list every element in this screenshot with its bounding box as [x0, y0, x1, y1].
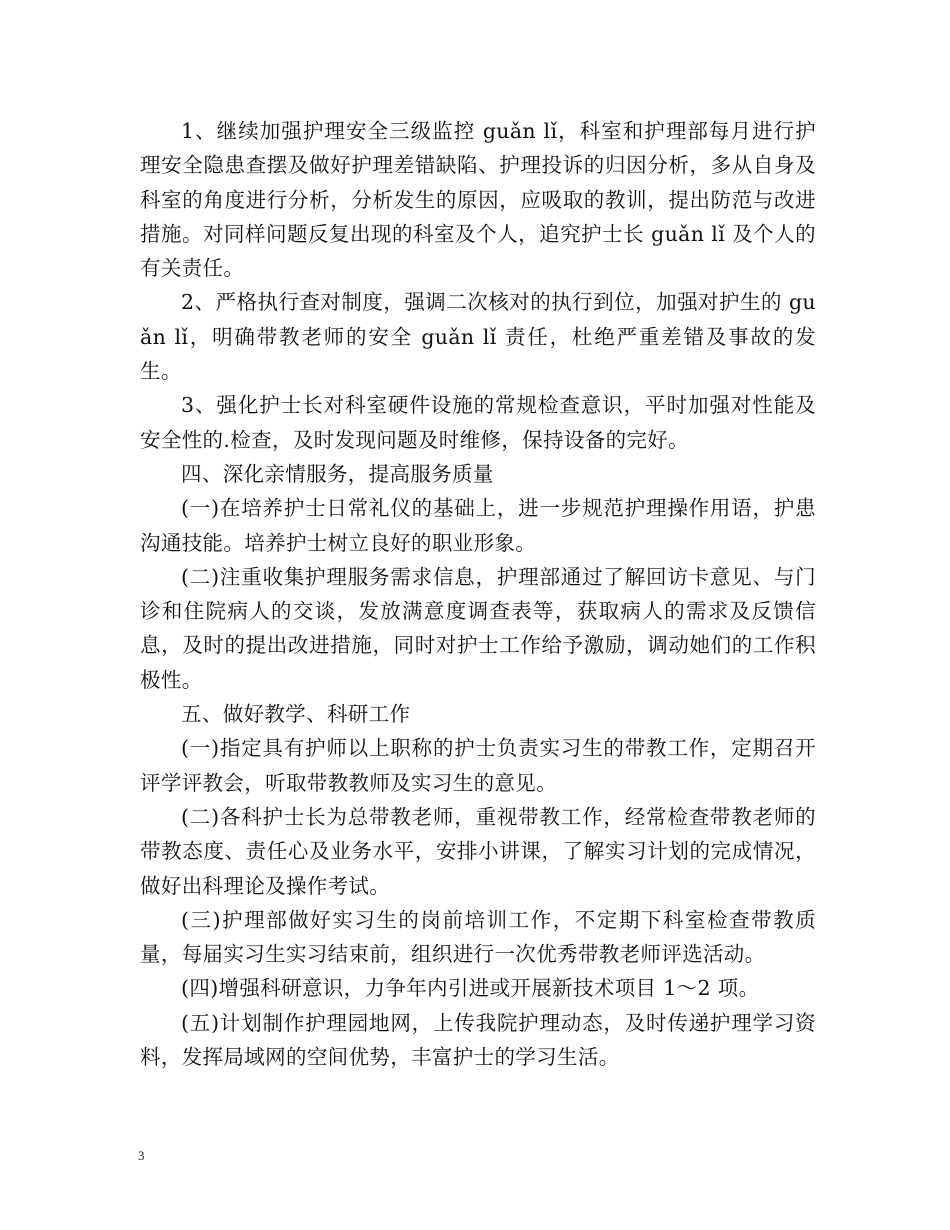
- paragraph-verification-system: 2、严格执行查对制度，强调二次核对的执行到位，加强对护生的 guǎn lǐ，明确带教老师的安全 guǎn lǐ 责任，杜绝严重差错及事故的发生。: [140, 290, 816, 384]
- paragraph-etiquette: (一)在培养护士日常礼仪的基础上，进一步规范护理操作用语，护患沟通技能。培养护士树立良好的职业形象。: [140, 496, 816, 555]
- paragraph-safety-monitoring: 1、继续加强护理安全三级监控 guǎn lǐ，科室和护理部每月进行护理安全隐患查摆及做好护理差错缺陷、护理投诉的归因分析，多从自身及科室的角度进行分析，分析发生的原因，应吸取的教训，提出防范与改进措施。对同样问题反复出现的科室及个人，追究护士长 guǎn lǐ 及个人的有关责任。: [140, 119, 816, 281]
- paragraph-head-nurse-teaching: (二)各科护士长为总带教老师，重视带教工作，经常检查带教老师的带教态度、责任心及业务水平，安排小讲课，了解实习计划的完成情况，做好出科理论及操作考试。: [140, 804, 816, 898]
- section-heading-service: 四、深化亲情服务，提高服务质量: [181, 461, 494, 486]
- paragraph-service-feedback: (二)注重收集护理服务需求信息，护理部通过了解回访卡意见、与门诊和住院病人的交谈，发放满意度调查表等，获取病人的需求及反馈信息，及时的提出改进措施，同时对护士工作给予激励，调动她们的工作积极性。: [140, 564, 816, 692]
- paragraph-hardware-inspection: 3、强化护士长对科室硬件设施的常规检查意识，平时加强对性能及安全性的.检查，及时发现问题及时维修，保持设备的完好。: [140, 393, 816, 452]
- section-heading-teaching: 五、做好教学、科研工作: [181, 702, 411, 727]
- page-number: 3: [138, 1148, 145, 1163]
- paragraph-website: (五)计划制作护理园地网，上传我院护理动态，及时传递护理学习资料，发挥局域网的空间优势，丰富护士的学习生活。: [140, 1010, 816, 1070]
- paragraph-teaching-assignment: (一)指定具有护师以上职称的护士负责实习生的带教工作，定期召开评学评教会，听取带教教师及实习生的意见。: [140, 736, 816, 795]
- document-body: [140, 114, 816, 1074]
- paragraph-research: (四)增强科研意识，力争年内引进或开展新技术项目 1～2 项。: [181, 976, 760, 1001]
- paragraph-pre-job-training: (三)护理部做好实习生的岗前培训工作，不定期下科室检查带教质量，每届实习生实习结束前，组织进行一次优秀带教老师评选活动。: [140, 907, 816, 967]
